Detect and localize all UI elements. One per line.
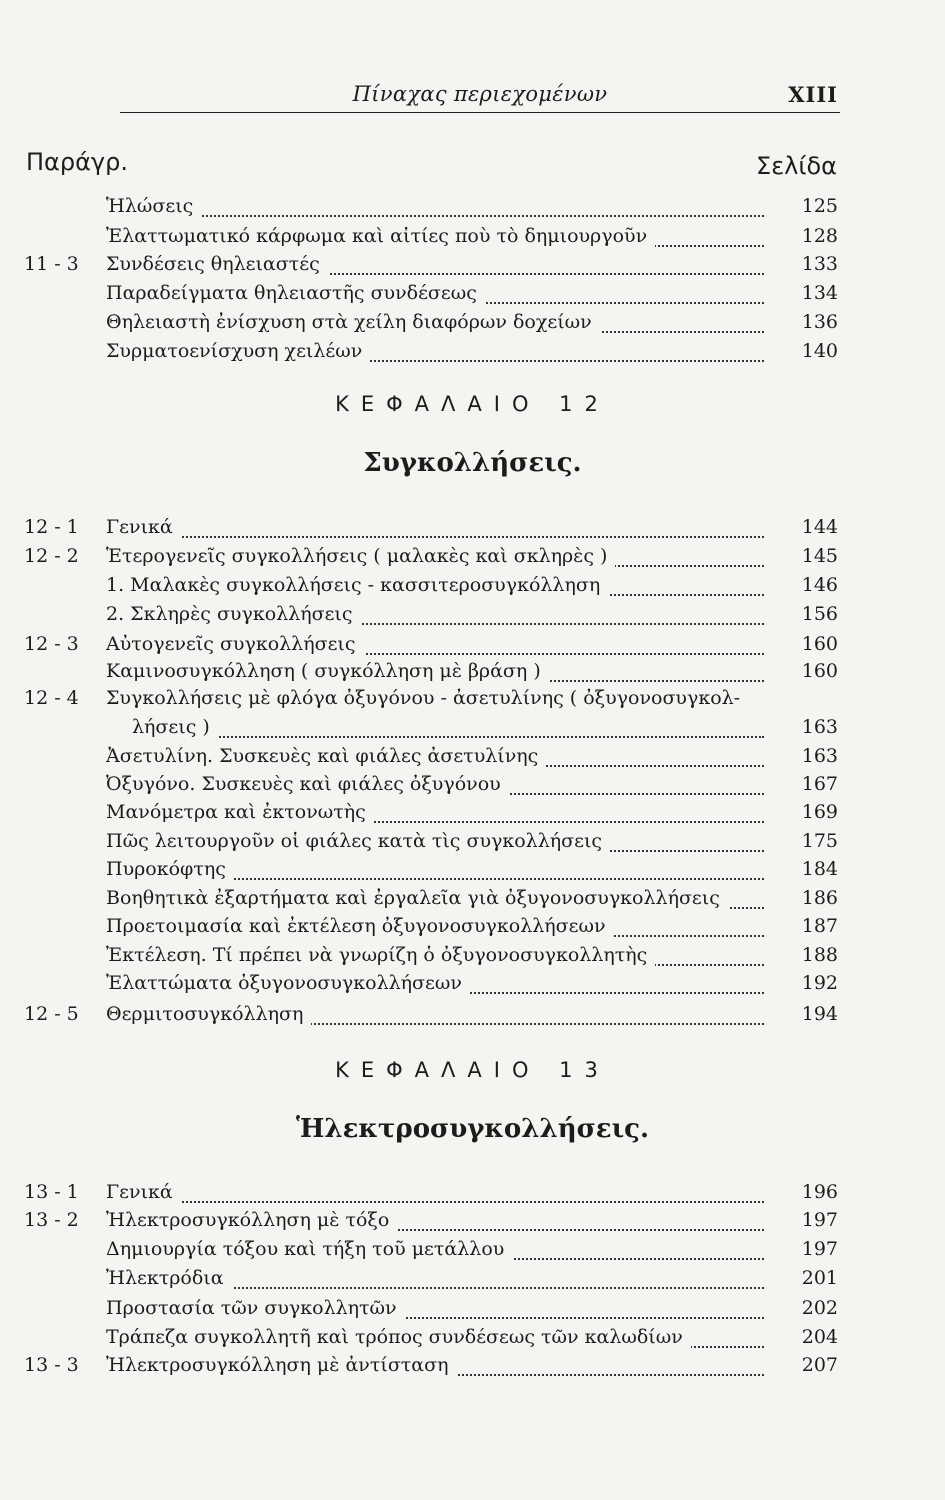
page-reference: 175 — [801, 830, 838, 852]
toc-entry — [0, 195, 945, 223]
toc-entry — [0, 1297, 945, 1325]
entry-title-line — [106, 545, 764, 573]
entry-title-line — [106, 687, 764, 715]
entry-title: Ἐλαττώματα ὀξυγονοσυγκολλήσεων — [106, 972, 470, 994]
toc-entry — [0, 603, 945, 631]
page-reference: 204 — [801, 1326, 838, 1348]
toc-entry — [0, 1354, 945, 1382]
entry-title: Καμινοσυγκόλληση ( συγκόλληση μὲ βράση ) — [106, 660, 549, 682]
toc-entry — [0, 745, 945, 773]
entry-title: Ἠλεκτρόδια — [106, 1267, 232, 1289]
toc-entry — [0, 574, 945, 602]
entry-title: Αὐτογενεῖς συγκολλήσεις — [106, 633, 364, 655]
page-reference: 160 — [801, 660, 838, 682]
toc-entry — [0, 253, 945, 281]
entry-title: Συγκολλήσεις μὲ φλόγα ὀξυγόνου - ἀσετυλίνης ( ὀξυγονοσυγκολ- — [106, 687, 748, 709]
entry-title: Πῶς λειτουργοῦν οἱ φιάλες κατὰ τὶς συγκολλήσεις — [106, 830, 610, 852]
entry-title-line — [106, 773, 764, 801]
entry-title: Δημιουργία τόξου καὶ τήξη τοῦ μετάλλου — [106, 1238, 512, 1260]
entry-title: Γενικά — [106, 1181, 181, 1203]
entry-title: Τράπεζα συγκολλητῆ καὶ τρόπος συνδέσεως τῶν καλωδίων — [106, 1326, 691, 1348]
entry-title: 1. Μαλακὲς συγκολλήσεις - κασσιτεροσυγκόλληση — [106, 574, 608, 596]
toc-entry — [0, 225, 945, 253]
toc-entry — [0, 1209, 945, 1237]
entry-title: λήσεις ) — [132, 716, 218, 738]
page-reference: 133 — [801, 253, 838, 275]
toc-entry — [0, 633, 945, 661]
toc-entry — [0, 516, 945, 544]
page-reference: 197 — [801, 1209, 838, 1231]
entry-title-line — [106, 972, 764, 1000]
entry-title: Θηλειαστὴ ἐνίσχυση στὰ χείλη διαφόρων δοχείων — [106, 311, 600, 333]
page-reference: 186 — [801, 887, 838, 909]
entry-title-line — [106, 660, 764, 688]
entry-title-line — [106, 1267, 764, 1295]
entry-title-line — [106, 1354, 764, 1382]
page-reference: 125 — [801, 195, 838, 217]
page-number: XIII — [788, 82, 838, 107]
paragraph-column-heading: Παράγρ. — [26, 148, 128, 176]
entry-title-line — [106, 633, 764, 661]
entry-title-line — [106, 1297, 764, 1325]
entry-title: Συνδέσεις θηλειαστές — [106, 253, 328, 275]
chapter-13-label: ΚΕΦΑΛΑΙΟ 13 — [335, 1058, 610, 1082]
toc-entry — [0, 915, 945, 943]
toc-entry — [0, 340, 945, 368]
entry-title-line — [106, 195, 764, 223]
entry-title: Ἐκτέλεση. Τί πρέπει νὰ γνωρίζη ὁ ὀξυγονοσυγκολλητὴς — [106, 944, 655, 966]
entry-title-line — [106, 858, 764, 886]
entry-title: Γενικά — [106, 516, 181, 538]
entry-title-line — [106, 1181, 764, 1209]
entry-title: Ὀξυγόνο. Συσκευὲς καὶ φιάλες ὀξυγόνου — [106, 773, 509, 795]
page-reference: 207 — [801, 1354, 838, 1376]
toc-entry — [0, 687, 945, 715]
entry-title: 2. Σκληρὲς συγκολλήσεις — [106, 603, 361, 625]
page-reference: 169 — [801, 801, 838, 823]
page-reference: 197 — [801, 1238, 838, 1260]
paragraph-number: 13 - 2 — [24, 1209, 79, 1231]
paragraph-number: 12 - 4 — [24, 687, 79, 709]
entry-title-line — [106, 915, 764, 943]
entry-title-line — [106, 1209, 764, 1237]
running-head — [120, 78, 840, 113]
entry-title: Ἠλεκτροσυγκόλληση μὲ ἀντίσταση — [106, 1354, 456, 1376]
page-reference: 156 — [801, 603, 838, 625]
entry-title: Ἠλεκτροσυγκόλληση μὲ τόξο — [106, 1209, 397, 1231]
toc-entry — [0, 887, 945, 915]
entry-title: Παραδείγματα θηλειαστῆς συνδέσεως — [106, 282, 485, 304]
entry-title-line — [106, 1326, 764, 1354]
toc-entry — [0, 1003, 945, 1031]
page-reference: 188 — [801, 944, 838, 966]
entry-title: Ἡλώσεις — [106, 195, 201, 217]
toc-entry — [0, 545, 945, 573]
paragraph-number: 11 - 3 — [24, 253, 79, 275]
page-reference: 196 — [801, 1181, 838, 1203]
page-reference: 167 — [801, 773, 838, 795]
entry-title: Πυροκόφτης — [106, 858, 234, 880]
page-reference: 163 — [801, 745, 838, 767]
page-reference: 136 — [801, 311, 838, 333]
page-reference: 184 — [801, 858, 838, 880]
toc-entry — [0, 660, 945, 688]
entry-title-line — [106, 887, 764, 915]
toc-entry — [0, 830, 945, 858]
entry-title: Θερμιτοσυγκόλληση — [106, 1003, 311, 1025]
toc-entry — [0, 1181, 945, 1209]
entry-title-line — [106, 1238, 764, 1266]
toc-entry — [0, 773, 945, 801]
toc-entry — [0, 858, 945, 886]
entry-title: Προετοιμασία καὶ ἐκτέλεση ὀξυγονοσυγκολλήσεων — [106, 915, 614, 937]
page-reference: 201 — [801, 1267, 838, 1289]
entry-title-line — [106, 603, 764, 631]
page-column-heading: Σελίδα — [756, 152, 837, 180]
entry-title: Προστασία τῶν συγκολλητῶν — [106, 1297, 405, 1319]
entry-title-line — [106, 282, 764, 310]
page-reference: 163 — [801, 716, 838, 738]
page-reference: 194 — [801, 1003, 838, 1025]
page-reference: 145 — [801, 545, 838, 567]
page-reference: 187 — [801, 915, 838, 937]
entry-title-line — [106, 801, 764, 829]
paragraph-number: 13 - 1 — [24, 1181, 79, 1203]
entry-title: Ἀσετυλίνη. Συσκευὲς καὶ φιάλες ἀσετυλίνης — [106, 745, 546, 767]
page-reference: 140 — [801, 340, 838, 362]
entry-title: Ἐλαττωματικό κάρφωμα καὶ αἰτίες ποὺ τὸ δημιουργοῦν — [106, 225, 655, 247]
entry-title: Βοηθητικὰ ἐξαρτήματα καὶ ἐργαλεῖα γιὰ ὀξυγονοσυγκολλήσεις — [106, 887, 728, 909]
paragraph-number: 12 - 2 — [24, 545, 79, 567]
page-reference: 160 — [801, 633, 838, 655]
entry-title-line — [106, 340, 764, 368]
entry-title-line — [106, 225, 764, 253]
chapter-13-title: Ἡλεκτροσυγκολλήσεις. — [295, 1114, 650, 1144]
entry-title: Ἑτερογενεῖς συγκολλήσεις ( μαλακὲς καὶ σκληρὲς ) — [106, 545, 615, 567]
paragraph-number: 12 - 3 — [24, 633, 79, 655]
entry-title-line — [106, 745, 764, 773]
entry-title-line — [106, 574, 764, 602]
toc-entry — [0, 1238, 945, 1266]
running-title: Πίναχας περιεχομένων — [352, 82, 608, 106]
entry-title-line — [106, 311, 764, 339]
chapter-12-title: Συγκολλήσεις. — [363, 448, 582, 478]
page-reference: 146 — [801, 574, 838, 596]
paragraph-number: 12 - 5 — [24, 1003, 79, 1025]
entry-title-line — [106, 830, 764, 858]
toc-entry — [0, 944, 945, 972]
toc-entry — [0, 1326, 945, 1354]
entry-title-line — [106, 1003, 764, 1031]
page-reference: 128 — [801, 225, 838, 247]
entry-title: Συρματοενίσχυση χειλέων — [106, 340, 370, 362]
toc-entry — [0, 1267, 945, 1295]
chapter-12-label: ΚΕΦΑΛΑΙΟ 12 — [335, 392, 610, 416]
page-reference: 134 — [801, 282, 838, 304]
toc-entry — [0, 716, 945, 744]
entry-title: Μανόμετρα καὶ ἐκτονωτὴς — [106, 801, 374, 823]
toc-entry — [0, 311, 945, 339]
page-reference: 144 — [801, 516, 838, 538]
toc-entry — [0, 972, 945, 1000]
toc-entry — [0, 282, 945, 310]
page-reference: 192 — [801, 972, 838, 994]
paragraph-number: 12 - 1 — [24, 516, 79, 538]
entry-title-line — [132, 716, 764, 744]
entry-title-line — [106, 516, 764, 544]
paragraph-number: 13 - 3 — [24, 1354, 79, 1376]
entry-title-line — [106, 944, 764, 972]
entry-title-line — [106, 253, 764, 281]
page-reference: 202 — [801, 1297, 838, 1319]
toc-entry — [0, 801, 945, 829]
